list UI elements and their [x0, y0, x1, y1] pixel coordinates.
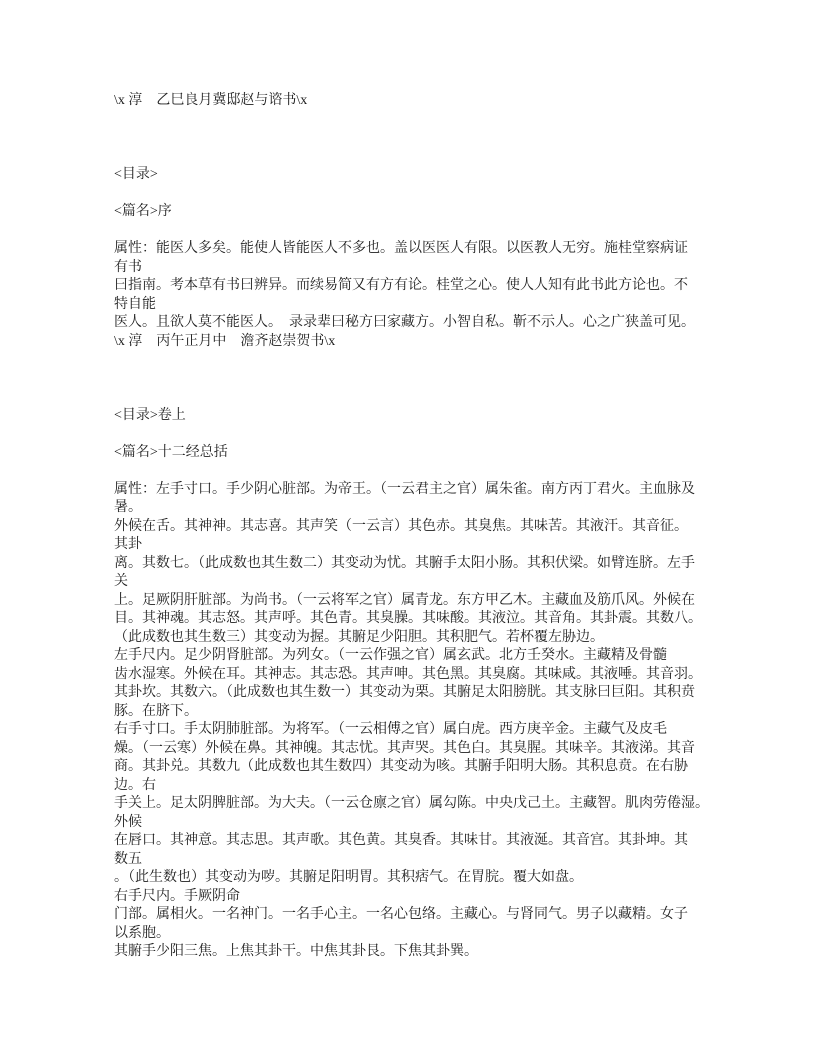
body-text-line: 齿水湿寒。外候在耳。其神志。其志恐。其声呻。其色黑。其臭腐。其味咸。其液唾。其音羽。	[114, 666, 702, 682]
body-text-line: 关	[114, 574, 128, 589]
body-text-line: 特自能	[114, 296, 156, 312]
body-text-line: 离。其数七。（此成数也其生数二）其变动为忧。其腑手太阳小肠。其积伏梁。如臂连脐。左手	[114, 555, 695, 571]
body-text-line: 手关上。足太阴脾脏部。为大夫。（一云仓廪之官）属勾陈。中央戊己土。主藏智。肌肉劳倦湿。	[114, 796, 709, 811]
body-text-line: 数五	[114, 851, 142, 867]
body-text-line: 暑。	[114, 500, 142, 515]
blank-line	[114, 111, 720, 130]
body-text-line: 属性：左手寸口。手少阴心脏部。为帝王。（一云君主之官）属朱雀。南方丙丁君火。主血脉及	[114, 481, 695, 497]
blank-line	[114, 148, 720, 167]
blank-line	[114, 370, 720, 389]
body-text-line: 上。足厥阴肝脏部。为尚书。（一云将军之官）属青龙。东方甲乙木。主藏血及筋爪风。外候在	[114, 592, 695, 608]
blank-line	[114, 222, 720, 241]
document-body	[114, 92, 720, 962]
blank-line	[114, 462, 720, 481]
body-text-line: 商。其卦兑。其数九（此成数也其生数四）其变动为咳。其腑手阳明大肠。其积息贲。在右胁	[114, 759, 688, 774]
body-text-line: 门部。属相火。一名神门。一名手心主。一名心包络。主藏心。与肾同气。男子以藏精。女子	[114, 907, 688, 922]
colophon-line: \x 淳 乙巳良月冀邸赵与谘书\x	[114, 93, 308, 108]
colophon-line: \x 淳 丙午正月中 澹齐赵崇贺书\x	[114, 333, 336, 349]
blank-line	[114, 129, 720, 148]
body-text-line: 其腑手少阳三焦。上焦其卦干。中焦其卦艮。下焦其卦巽。	[114, 944, 478, 959]
toc-marker-line: <目录>卷上	[114, 407, 186, 423]
body-text-line: 曰指南。考本草有书曰辨异。而续易简又有方有论。桂堂之心。使人人知有此书此方论也。不	[114, 278, 688, 293]
body-text-line: 燥。（一云寒）外候在鼻。其神魄。其志忧。其声哭。其色白。其臭腥。其味辛。其液涕。其音	[114, 740, 695, 756]
body-text-line: 左手尺内。足少阴肾脏部。为列女。（一云作强之官）属玄武。北方壬癸水。主藏精及骨髓	[114, 648, 667, 663]
body-text-line: 。（此生数也）其变动为哕。其腑足阳明胃。其积痞气。在胃脘。覆大如盘。	[114, 870, 583, 885]
body-text-line: 外候在舌。其神神。其志喜。其声笑（一云言）其色赤。其臭焦。其味苦。其液汗。其音征。	[114, 518, 688, 534]
body-text-line: 属性：能医人多矣。能使人皆能医人不多也。盖以医医人有限。以医教人无穷。施桂堂察病证	[114, 241, 688, 256]
body-text-line: 以系胞。	[114, 925, 170, 941]
blank-line	[114, 351, 720, 370]
blank-line	[114, 185, 720, 204]
body-text-line: 医人。且欲人莫不能医人。 录录辈曰秘方曰家藏方。小智自私。靳不示人。心之广狭盖可见。	[114, 315, 695, 330]
body-text-line: 右手尺内。手厥阴命	[114, 888, 240, 904]
body-text-line: 其卦坎。其数六。（此成数也其生数一）其变动为栗。其腑足太阳膀胱。其支脉曰巨阳。其积贲	[114, 685, 695, 700]
toc-marker-line: <目录>	[114, 167, 158, 182]
body-text-line: （此成数也其生数三）其变动为握。其腑足少阳胆。其积肥气。若杯覆左胁边。	[114, 629, 604, 645]
body-text-line: 豚。在脐下。	[114, 703, 198, 719]
body-text-line: 有书	[114, 259, 142, 275]
body-text-line: 右手寸口。手太阴肺脏部。为将军。（一云相傅之官）属白虎。西方庚辛金。主藏气及皮毛	[114, 722, 667, 737]
body-text-line: 在唇口。其神意。其志思。其声歌。其色黄。其臭香。其味甘。其液涎。其音宫。其卦坤。其	[114, 833, 688, 848]
body-text-line: 外候	[114, 814, 142, 830]
body-text-line: 目。其神魂。其志怒。其声呼。其色青。其臭臊。其味酸。其液泣。其音角。其卦震。其数八。	[114, 611, 702, 626]
body-text-line: 其卦	[114, 537, 142, 552]
section-title-line: <篇名>序	[114, 204, 172, 219]
blank-line	[114, 388, 720, 407]
blank-line	[114, 425, 720, 444]
section-title-line: <篇名>十二经总括	[114, 444, 228, 460]
body-text-line: 边。右	[114, 777, 156, 793]
